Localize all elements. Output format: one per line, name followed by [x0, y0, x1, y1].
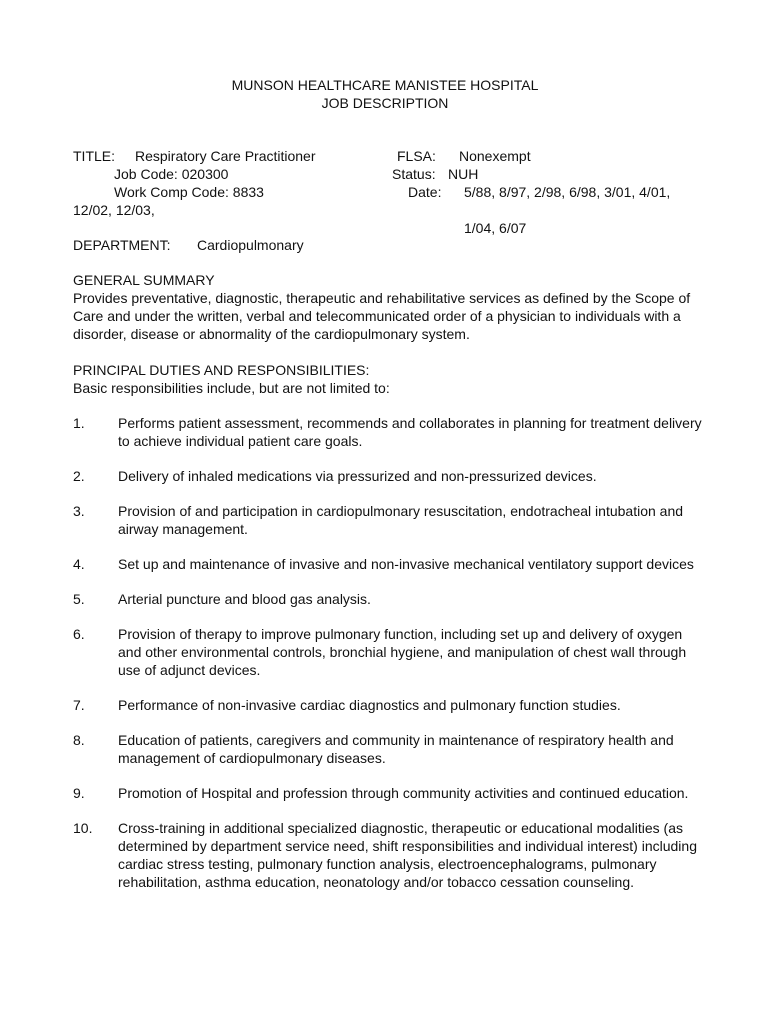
status-label: Status:: [392, 166, 436, 182]
title-value: Respiratory Care Practitioner: [135, 148, 316, 164]
duty-item: [73, 819, 713, 891]
work-comp-code: Work Comp Code: 8833: [114, 184, 264, 200]
duty-number: 5.: [73, 591, 85, 607]
organization-name: MUNSON HEALTHCARE MANISTEE HOSPITAL: [231, 77, 539, 93]
duty-text: Set up and maintenance of invasive and non-invasive mechanical ventilatory support devices: [118, 556, 694, 572]
duty-item: [73, 731, 713, 767]
duty-text: Provision of therapy to improve pulmonary function, including set up and delivery of oxygen and other environmental controls, bronchial hygiene, and manipulation of chest wall through use of adjunct devices.: [118, 626, 687, 678]
duty-item: [73, 590, 713, 608]
duty-item: [73, 502, 713, 538]
duty-number: 3.: [73, 503, 85, 519]
dates-wrap: 12/02, 12/03,: [73, 202, 155, 218]
duty-item: [73, 625, 713, 679]
flsa-label: FLSA:: [397, 148, 436, 164]
duty-item: [73, 467, 713, 485]
general-summary-heading: GENERAL SUMMARY: [73, 272, 215, 288]
duty-text: Education of patients, caregivers and community in maintenance of respiratory health and management of cardiopulmonary diseases.: [118, 732, 674, 766]
duty-text: Arterial puncture and blood gas analysis.: [118, 591, 371, 607]
duty-number: 6.: [73, 626, 85, 642]
duty-item: [73, 555, 713, 573]
duty-number: 10.: [73, 820, 93, 836]
duties-list: [73, 414, 713, 908]
duty-text: Provision of and participation in cardiopulmonary resuscitation, endotracheal intubation and airway management.: [118, 503, 684, 537]
duty-item: [73, 784, 713, 802]
department-label: DEPARTMENT:: [73, 237, 171, 253]
duty-text: Performance of non-invasive cardiac diagnostics and pulmonary function studies.: [118, 697, 621, 713]
job-code: Job Code: 020300: [114, 166, 229, 182]
date-value-continued: 1/04, 6/07: [464, 220, 527, 236]
status-value: NUH: [448, 166, 479, 182]
flsa-value: Nonexempt: [459, 148, 531, 164]
duty-number: 2.: [73, 468, 85, 484]
date-label: Date:: [408, 184, 442, 200]
duty-number: 4.: [73, 556, 85, 572]
duty-number: 8.: [73, 732, 85, 748]
duty-item: [73, 414, 713, 450]
duty-item: [73, 696, 713, 714]
duties-heading: PRINCIPAL DUTIES AND RESPONSIBILITIES:: [73, 362, 370, 378]
date-value: 5/88, 8/97, 2/98, 6/98, 3/01, 4/01,: [464, 184, 671, 200]
duty-text: Promotion of Hospital and profession through community activities and continued education.: [118, 785, 689, 801]
duty-text: Performs patient assessment, recommends and collaborates in planning for treatment delivery to achieve individual patient care goals.: [118, 415, 702, 449]
title-label: TITLE:: [73, 148, 116, 164]
duty-number: 9.: [73, 785, 85, 801]
department-value: Cardiopulmonary: [197, 237, 304, 253]
duty-number: 7.: [73, 697, 85, 713]
general-summary-text: Provides preventative, diagnostic, therapeutic and rehabilitative services as defined by the Scope of Care and under the written, verbal and telecommunicated order of a physician to individuals with a disorder, disease or abnormality of the cardiopulmonary system.: [73, 290, 691, 342]
duty-text: Cross-training in additional specialized diagnostic, therapeutic or educational modalities (as determined by department service need, shift responsibilities and individual interest) including cardiac stress testing, pulmonary function analysis, electroencephalograms, pulmonary rehabilitation, asthma education, neonatology and/or tobacco cessation counseling.: [118, 820, 697, 890]
duty-number: 1.: [73, 415, 85, 431]
document-type: JOB DESCRIPTION: [321, 95, 449, 111]
duty-text: Delivery of inhaled medications via pressurized and non-pressurized devices.: [118, 468, 597, 484]
duties-intro: Basic responsibilities include, but are not limited to:: [73, 380, 390, 396]
